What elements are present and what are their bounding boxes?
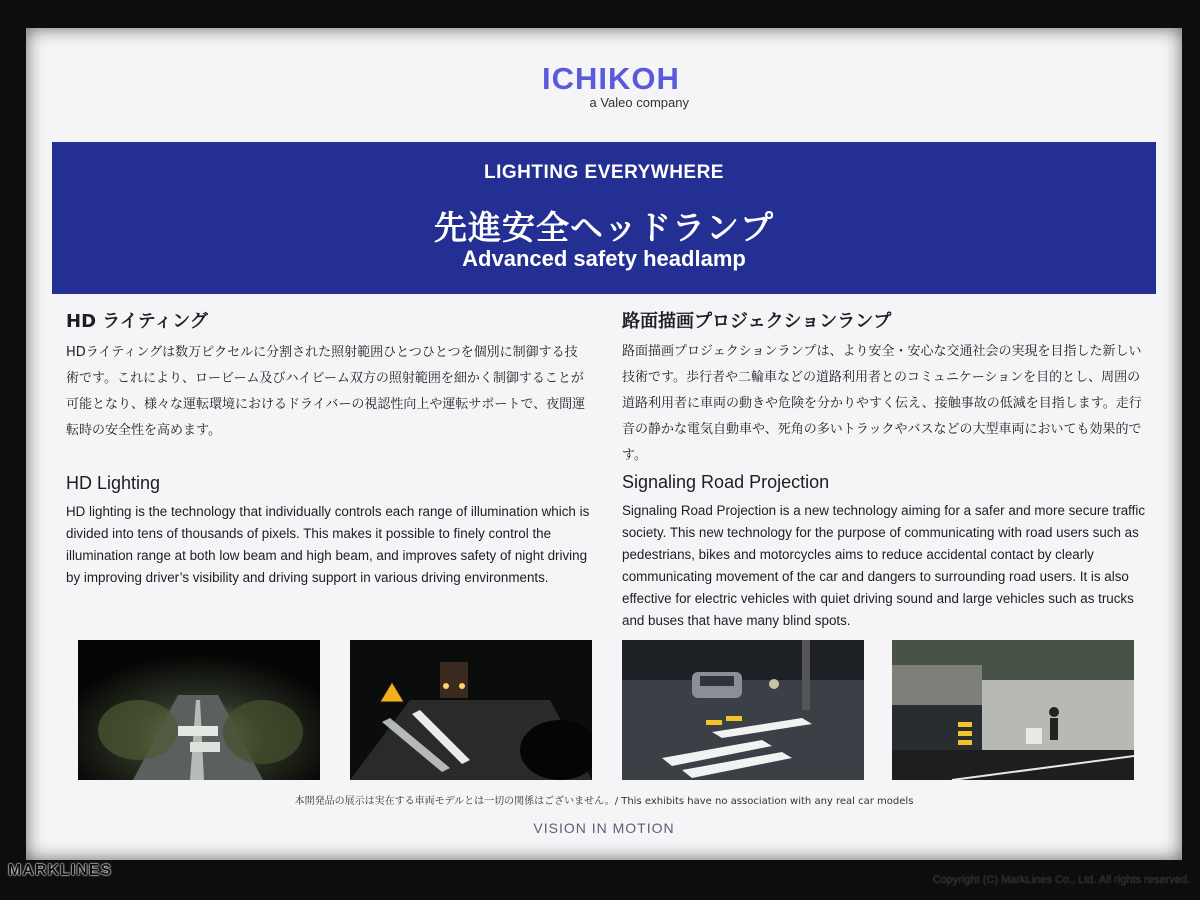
- banner-title-japanese: 先進安全ヘッドランプ: [434, 208, 774, 247]
- road-projection-heading-en: Signaling Road Projection: [622, 472, 830, 492]
- photo-hd-lighting-warning: [350, 640, 592, 780]
- banner-title-english: Advanced safety headlamp: [462, 246, 746, 271]
- hd-lighting-heading-ja: HD ライティング: [66, 311, 208, 332]
- ichikoh-logo: [531, 62, 691, 110]
- photo-road-projection-pedestrian: [892, 640, 1134, 780]
- copyright-watermark: Copyright (C) MarkLines Co., Ltd. All rights reserved.: [932, 874, 1190, 886]
- disclaimer-note: 本開発品の展示は実在する車両モデルとは一切の関係はございません。/ This exhibits have no association with any real car models: [294, 796, 914, 807]
- footer-slogan: VISION IN MOTION: [533, 820, 675, 836]
- banner-eyebrow: LIGHTING EVERYWHERE: [484, 162, 724, 183]
- road-projection-heading-ja: 路面描画プロジェクションランプ: [622, 311, 892, 332]
- exhibit-board: [26, 28, 1182, 860]
- hd-lighting-heading-en: HD Lighting: [66, 473, 161, 493]
- title-banner: [52, 142, 1156, 294]
- marklines-watermark: MARKLINES: [8, 862, 113, 879]
- photo-road-projection-crosswalk: [622, 640, 864, 780]
- road-projection-body-en: Signaling Road Projection is a new technology aiming for a safer and more secure traffic society. This new technology for the purpose of communicating with road users such as pedestrians, bikes and motorcycles aims to reduce accidental contact by clearly communicating movement of the car and dangers to surrounding road users. It is also effective for electric vehicles with quiet driving sound and large vehicles such as trucks and buses that have many blind spots.: [622, 503, 1146, 628]
- logo-tagline: a Valeo company: [589, 95, 689, 110]
- hd-lighting-body-ja: HDライティングは数万ピクセルに分割された照射範囲ひとつひとつを個別に制御する技術です。これにより、ロービーム及びハイビーム双方の照射範囲を細かく制御することが可能となり、様々な運転環境におけるドライバーの視認性向上や運転サポートで、夜間運転時の安全性を高めます。: [66, 345, 586, 438]
- photo-hd-lighting-road: [78, 640, 320, 780]
- road-projection-body-ja: 路面描画プロジェクションランプは、より安全・安心な交通社会の実現を目指した新しい技術です。歩行者や二輪車などの道路利用者とのコミュニケーションを目的とし、周囲の道路利用者に車両の動きや危険を分かりやすく伝え、接触事故の低減を目指します。走行音の静かな電気自動車や、死角の多いトラックやバスなどの大型車両においても効果的です。: [622, 344, 1142, 463]
- logo-brand: ICHIKOH: [542, 61, 680, 96]
- hd-lighting-body-en: HD lighting is the technology that individually controls each range of illumination which is divided into tens of thousands of pixels. This makes it possible to finely control the illumination range at both low beam and high beam, and improves safety of night driving by improving driver’s visibility and driving support in various driving environments.: [66, 504, 590, 585]
